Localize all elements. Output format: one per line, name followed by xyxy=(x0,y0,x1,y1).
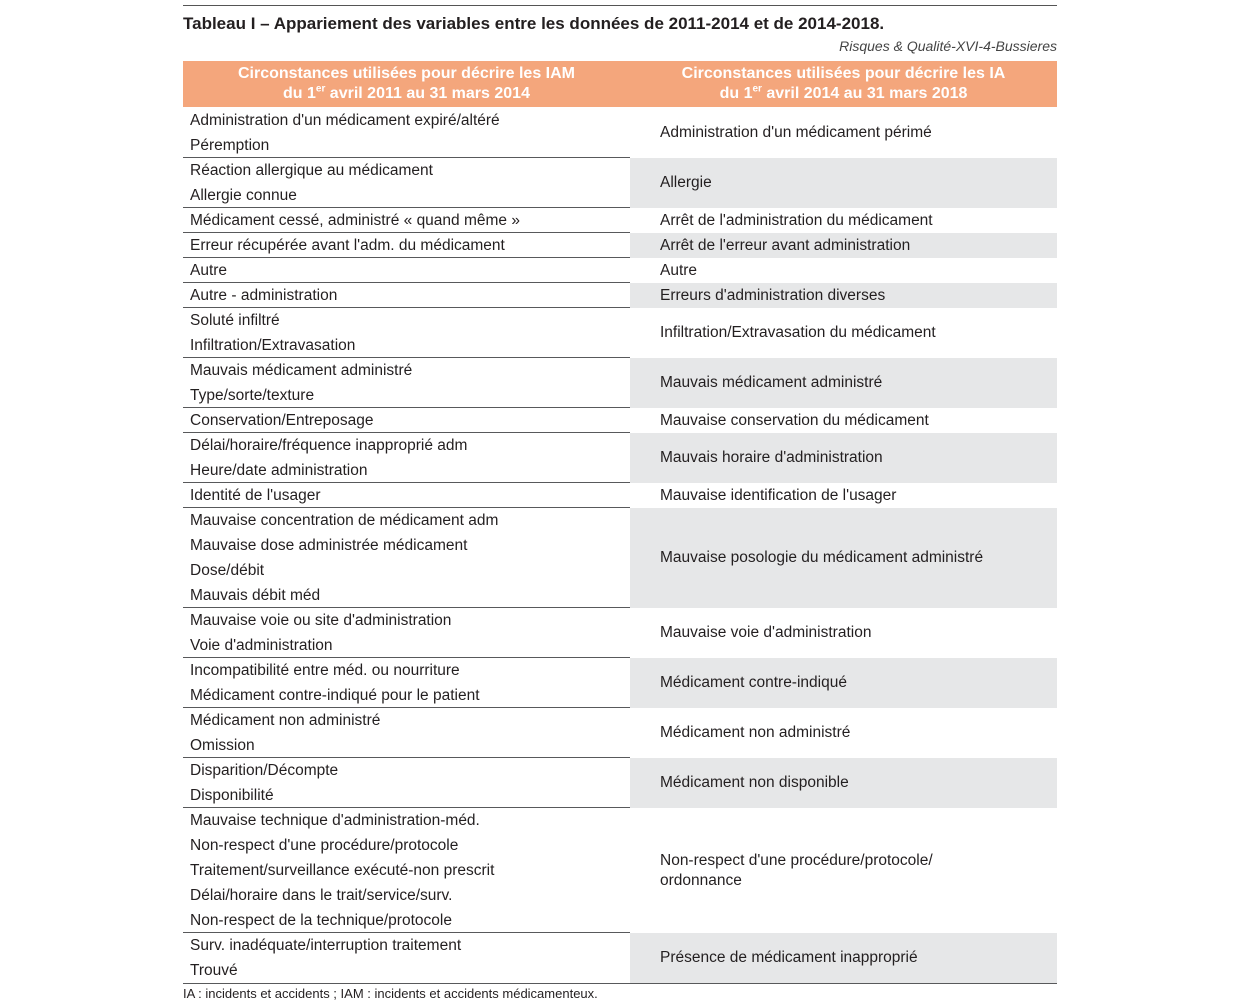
header-right-line2-post: avril 2014 au 31 mars 2018 xyxy=(761,85,968,102)
source-variable-row: Non-respect de la technique/protocole xyxy=(183,908,630,933)
header-left-line2 xyxy=(283,84,530,104)
header-left xyxy=(183,61,630,107)
target-variables-column xyxy=(630,108,1057,983)
source-variable-row: Péremption xyxy=(183,133,630,158)
source-variable-row: Autre - administration xyxy=(183,283,630,308)
target-variable-label: Mauvais médicament administré xyxy=(660,374,883,391)
header-right-line2 xyxy=(720,84,968,104)
target-variable-cell xyxy=(630,933,1057,983)
source-variable-row: Disparition/Décompte xyxy=(190,762,339,779)
target-variable-label: Médicament non disponible xyxy=(660,774,849,791)
target-variable-label: Mauvaise voie d'administration xyxy=(660,624,872,641)
source-variable-row: Dose/débit xyxy=(190,562,265,579)
target-variable-label: Mauvaise posologie du médicament administré xyxy=(660,549,984,566)
source-variable-row: Non-respect d'une procédure/protocole xyxy=(190,837,459,854)
source-variable-row: Réaction allergique au médicament xyxy=(190,162,433,179)
target-variable-cell xyxy=(630,158,1057,208)
source-variable-row: Disponibilité xyxy=(183,783,630,808)
source-variable-row: Mauvaise voie ou site d'administration xyxy=(190,612,452,629)
table-header xyxy=(183,61,1057,107)
source-variable-row: Conservation/Entreposage xyxy=(183,408,630,433)
header-left-line1: Circonstances utilisées pour décrire les IAM xyxy=(237,65,575,82)
source-variable-row: Administration d'un médicament expiré/altéré xyxy=(190,112,500,129)
target-variable-cell xyxy=(630,108,1057,158)
source-variable-row: Mauvais débit méd xyxy=(183,583,630,608)
header-left-sup: er xyxy=(315,83,326,95)
target-variable-cell xyxy=(630,808,1057,933)
header-left-line2-pre: du 1 xyxy=(283,85,316,102)
source-variable-row: Erreur récupérée avant l'adm. du médicament xyxy=(183,233,630,258)
source-variable-row: Mauvaise technique d'administration-méd. xyxy=(190,812,480,829)
source-variable-row: Heure/date administration xyxy=(183,458,630,483)
source-variable-row: Type/sorte/texture xyxy=(183,383,630,408)
source-variable-row: Mauvais médicament administré xyxy=(190,362,413,379)
target-variable-cell xyxy=(630,658,1057,708)
source-variable-row: Mauvaise concentration de médicament adm xyxy=(190,512,499,529)
top-rule xyxy=(183,5,1057,6)
source-variable-row: Surv. inadéquate/interruption traitement xyxy=(190,937,462,954)
source-variable-row: Médicament cessé, administré « quand même » xyxy=(183,208,630,233)
header-right-line2-pre: du 1 xyxy=(719,85,753,102)
header-right-sup: er xyxy=(752,83,762,95)
source-variable-row: Traitement/surveillance exécuté-non prescrit xyxy=(190,862,495,879)
target-variable-label: Mauvaise conservation du médicament xyxy=(660,411,929,429)
source-variable-row: Délai/horaire dans le trait/service/surv. xyxy=(190,887,453,904)
source-variable-row: Autre xyxy=(183,258,630,283)
target-variable-label: Présence de médicament inapproprié xyxy=(660,949,918,966)
target-variable-label: Arrêt de l'administration du médicament xyxy=(660,211,933,229)
source-variable-row: Identité de l'usager xyxy=(183,483,630,508)
target-variable-label: Arrêt de l'erreur avant administration xyxy=(660,236,911,254)
source-variable-row: Voie d'administration xyxy=(183,633,630,658)
table-title: Tableau I – Appariement des variables entre les données de 2011-2014 et de 2014-2018. xyxy=(183,14,885,33)
header-left-line2-post: avril 2011 au 31 mars 2014 xyxy=(325,85,530,102)
target-variable-label: Médicament contre-indiqué xyxy=(660,674,847,691)
target-variable-cell xyxy=(630,283,1057,308)
source-variable-row: Soluté infiltré xyxy=(190,312,280,329)
source-variables-column xyxy=(183,108,630,983)
target-variable-cell xyxy=(630,308,1057,358)
source-variable-row: Incompatibilité entre méd. ou nourriture xyxy=(190,662,460,679)
target-variable-cell xyxy=(630,708,1057,758)
target-variable-cell xyxy=(630,208,1057,233)
source-variable-row: Omission xyxy=(183,733,630,758)
target-variable-label: Mauvaise identification de l'usager xyxy=(660,486,897,504)
target-variable-cell xyxy=(630,233,1057,258)
target-variable-label: Infiltration/Extravasation du médicament xyxy=(660,324,936,341)
footnote: IA : incidents et accidents ; IAM : incidents et accidents médicamenteux. xyxy=(183,986,598,1001)
target-variable-cell xyxy=(630,758,1057,808)
bottom-rule xyxy=(183,983,1057,984)
target-variable-label: Erreurs d'administration diverses xyxy=(660,286,886,304)
target-variable-cell xyxy=(630,358,1057,408)
source-variable-row: Mauvaise dose administrée médicament xyxy=(190,537,468,554)
target-variable-cell xyxy=(630,408,1057,433)
source-variable-row: Médicament contre-indiqué pour le patient xyxy=(183,683,630,708)
target-variable-label: Mauvais horaire d'administration xyxy=(660,449,883,466)
source-variable-row: Trouvé xyxy=(190,962,238,979)
target-variable-cell xyxy=(630,258,1057,283)
target-variable-cell xyxy=(630,508,1057,608)
source-variable-row: Infiltration/Extravasation xyxy=(183,333,630,358)
source-variable-row: Délai/horaire/fréquence inapproprié adm xyxy=(190,437,468,454)
target-variable-cell xyxy=(630,433,1057,483)
header-right xyxy=(630,61,1057,107)
target-variable-cell xyxy=(630,608,1057,658)
target-variable-cell xyxy=(630,483,1057,508)
source-variable-row: Médicament non administré xyxy=(190,712,381,729)
source-credit: Risques & Qualité-XVI-4-Bussieres xyxy=(839,38,1057,54)
target-variable-label: Autre xyxy=(660,261,698,279)
target-variable-label: Allergie xyxy=(660,174,712,191)
target-variable-label: Administration d'un médicament périmé xyxy=(660,124,932,141)
target-variable-label: Non-respect d'une procédure/protocole/ ordonnance xyxy=(660,851,933,889)
header-right-line1: Circonstances utilisées pour décrire les IA xyxy=(681,65,1006,82)
target-variable-label: Médicament non administré xyxy=(660,724,851,741)
source-variable-row: Allergie connue xyxy=(183,183,630,208)
